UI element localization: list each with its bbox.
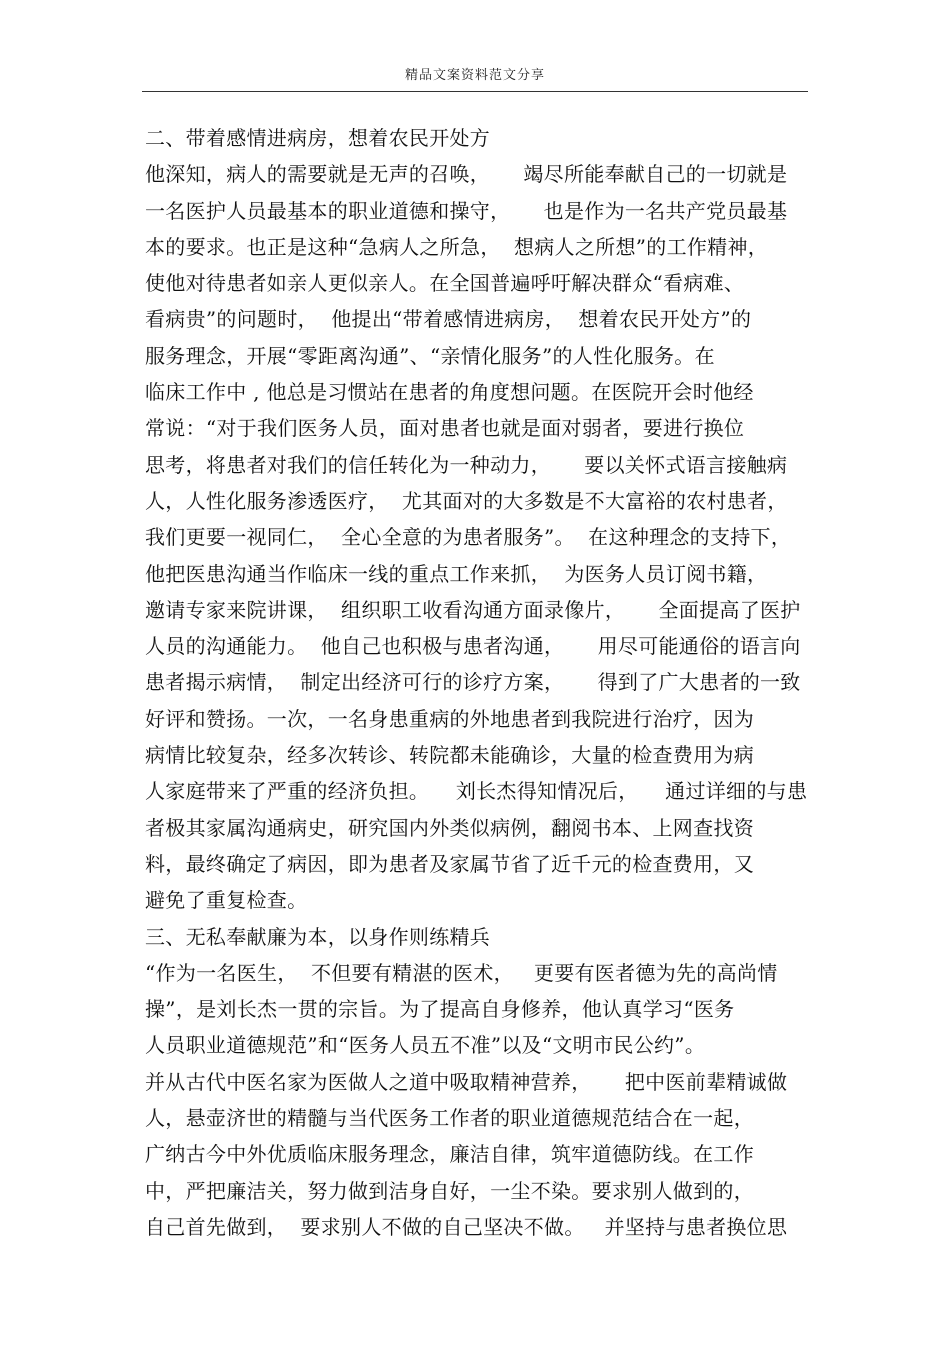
paragraph-line: 患者揭示病情， 制定出经济可行的诊疗方案， 得到了广大患者的一致 — [145, 670, 801, 695]
paragraph-line: 人员的沟通能力。 他自己也积极与患者沟通， 用尽可能通俗的语言向 — [145, 634, 801, 659]
paragraph-line: 临床工作中 , 他总是习惯站在患者的角度想问题。在医院开会时他经 — [145, 380, 754, 405]
paragraph-line: 病情比较复杂，经多次转诊、转院都未能确诊，大量的检查费用为病 — [145, 743, 754, 768]
paragraph-line: 者极其家属沟通病史，研究国内外类似病例，翻阅书本、上网查找资 — [145, 815, 754, 840]
paragraph-line: “作为一名医生， 不但要有精湛的医术， 更要有医者德为先的高尚情 — [145, 960, 778, 985]
paragraph-line: 邀请专家来院讲课， 组织职工收看沟通方面录像片， 全面提高了医护 — [145, 597, 801, 622]
paragraph-line: 广纳古今中外优质临床服务理念，廉洁自律，筑牢道德防线。在工作 — [145, 1142, 754, 1167]
paragraph-line: 好评和赞扬。一次，一名身患重病的外地患者到我院进行治疗，因为 — [145, 706, 754, 731]
paragraph-line: 料，最终确定了病因，即为患者及家属节省了近千元的检查费用，又 — [145, 851, 754, 876]
paragraph-line: 自己首先做到， 要求别人不做的自己坚决不做。 并坚持与患者换位思 — [145, 1214, 788, 1239]
paragraph-line: 一名医护人员最基本的职业道德和操守， 也是作为一名共产党员最基 — [145, 198, 788, 223]
paragraph-line: 人员职业道德规范”和“医务人员五不准”以及“文明市民公约”。 — [145, 1033, 706, 1058]
paragraph-line: 看病贵”的问题时， 他提出“带着感情进病房， 想着农民开处方”的 — [145, 307, 752, 332]
paragraph-line: 人，悬壶济世的精髓与当代医务工作者的职业道德规范结合在一起， — [145, 1106, 754, 1131]
paragraph-line: 他深知，病人的需要就是无声的召唤， 竭尽所能奉献自己的一切就是 — [145, 162, 788, 187]
paragraph-line: 常说：“对于我们医务人员，面对患者也就是面对弱者，要进行换位 — [145, 416, 745, 441]
paragraph-line: 操”，是刘长杰一贯的宗旨。为了提高自身修养，他认真学习“医务 — [145, 997, 735, 1022]
paragraph-line: 人家庭带来了严重的经济负担。 刘长杰得知情况后， 通过详细的与患 — [145, 779, 808, 804]
paragraph-line: 思考，将患者对我们的信任转化为一种动力， 要以关怀式语言接触病 — [145, 452, 788, 477]
paragraph-line: 避免了重复检查。 — [145, 888, 308, 913]
section-heading-2: 二、带着感情进病房，想着农民开处方 — [145, 126, 491, 150]
paragraph-line: 人，人性化服务渗透医疗， 尤其面对的大多数是不大富裕的农村患者， — [145, 488, 788, 513]
paragraph-line: 服务理念，开展“零距离沟通”、“亲情化服务”的人性化服务。在 — [145, 343, 715, 368]
paragraph-line: 使他对待患者如亲人更似亲人。在全国普遍呼吁解决群众“看病难、 — [145, 271, 745, 296]
paragraph-line: 中，严把廉洁关，努力做到洁身自好，一尘不染。要求别人做到的， — [145, 1178, 754, 1203]
paragraph-line: 我们更要一视同仁， 全心全意的为患者服务”。 在这种理念的支持下， — [145, 525, 792, 550]
document-body — [145, 120, 808, 1245]
header-divider — [142, 91, 808, 92]
page-header: 精品文案资料范文分享 — [404, 68, 545, 83]
paragraph-line: 本的要求。也正是这种“急病人之所急， 想病人之所想”的工作精神， — [145, 234, 769, 259]
paragraph-line: 他把医患沟通当作临床一线的重点工作来抓， 为医务人员订阅书籍， — [145, 561, 768, 586]
section-heading-3: 三、无私奉献廉为本，以身作则练精兵 — [145, 924, 491, 949]
paragraph-line: 并从古代中医名家为医做人之道中吸取精神营养， 把中医前辈精诚做 — [145, 1069, 788, 1094]
